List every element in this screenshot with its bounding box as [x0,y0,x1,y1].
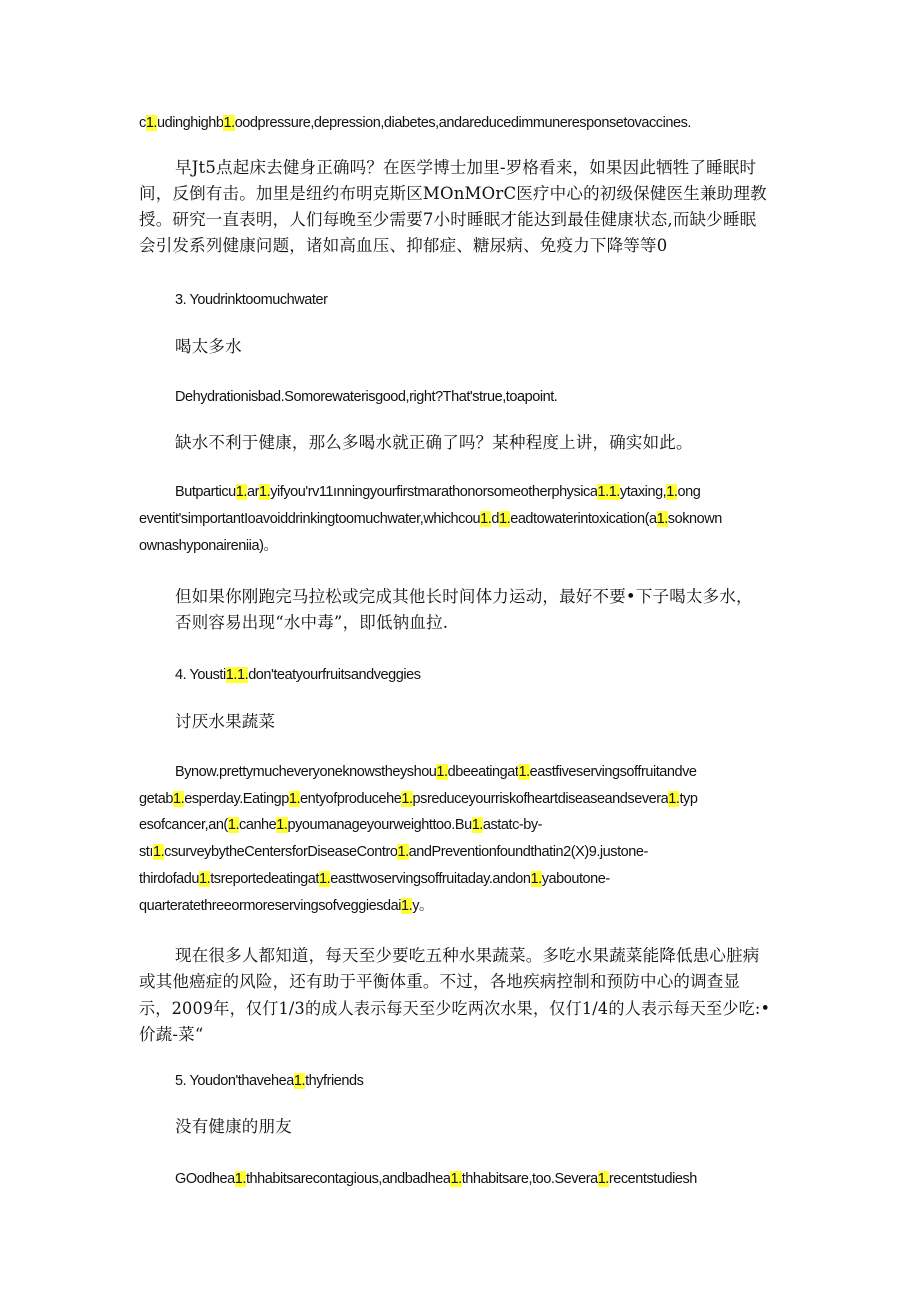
text-run: entyofproducehe [300,791,402,807]
highlighted-text: 1. [152,844,165,860]
text-run: c [139,115,146,131]
highlighted-text: 1. [450,1171,462,1187]
text-run: canhe [239,817,277,833]
highlighted-text: 1. [656,511,668,527]
highlighted-text: 1. [401,898,413,914]
text-run: eadtowaterintoxication(a [510,511,657,527]
english-text-line [139,869,610,889]
text-run: 间，反倒有击。加里是纽约布明克斯区MOnMOrC医疗中心的初级保健医生兼助理教 [139,184,767,203]
text-run: yaboutone- [541,871,610,887]
text-run: 5. Youdon'thavehea [175,1073,294,1089]
english-text-line [139,113,691,133]
english-text-line [139,789,697,809]
chinese-text-line [175,1116,292,1138]
text-run: easttwoservingsoffruitaday.andon [330,871,531,887]
highlighted-text: 1. [223,115,235,131]
text-run: astatc-by- [482,817,543,833]
text-run: ownashyponaireniia)。 [139,538,278,554]
english-text-line [175,290,327,310]
highlighted-text: 1. [234,1171,246,1187]
english-text-line [175,482,700,502]
highlighted-text: 1. [401,791,413,807]
text-run: ytaxing, [619,484,667,500]
text-run: recentstudiesh [608,1171,697,1187]
english-text-line [139,896,433,916]
highlighted-text: 1. [259,484,271,500]
highlighted-text: 1. [518,764,530,780]
highlighted-text: 1. [397,844,409,860]
text-run: don'teatyourfruitsandveggies [248,667,421,683]
text-run: stı [139,844,153,860]
chinese-text-line [139,183,767,205]
text-run: 价蔬-菜“ [139,1025,204,1044]
text-run: dbeeatingat [447,764,519,780]
english-text-line [175,762,697,782]
text-run: thirdofadu [139,871,199,887]
text-run: tsreportedeatingat [210,871,319,887]
text-run: Dehydrationisbad.Somorewaterisgood,right?That'strue,toapoint. [175,389,558,405]
highlighted-text: 1. [288,791,301,807]
chinese-text-line [139,971,740,993]
text-run: yifyou'rv11ınningyourfirstmarathonorsomeotherphysica [270,484,598,500]
text-run: ong [677,484,701,500]
english-text-line [139,842,648,862]
highlighted-text: 1. [480,511,492,527]
text-run: typ [679,791,698,807]
text-run: 没有健康的朋友 [175,1117,292,1136]
highlighted-text: 1. [436,764,448,780]
text-run: 否则容易出现“水中毒”，即低钠血拉. [175,613,449,632]
highlighted-text: 1. [608,484,620,500]
highlighted-text: 1. [499,511,511,527]
chinese-text-line [139,209,756,231]
highlighted-text: 1. [173,791,185,807]
text-run: pyoumanageyourweighttoo.Bu [287,817,472,833]
highlighted-text: 1. [597,484,609,500]
highlighted-text: 1. [293,1073,306,1089]
text-run: 或其他癌症的风险，还有助于平衡体重。不过，各地疾病控制和预防中心的调查显 [139,972,741,991]
text-run: udinghighb [157,115,224,131]
text-run: 现在很多人都知道，每天至少要吃五种水果蔬菜。多吃水果蔬菜能降低患心脏病 [175,946,760,965]
highlighted-text: 1. [227,817,240,833]
chinese-text-line [175,586,753,608]
chinese-text-line [175,336,242,358]
english-text-line [175,387,557,407]
highlighted-text: 1. [145,115,158,131]
text-run: oodpressure,depression,diabetes,andareducedimmuneresponsetovaccines. [234,115,691,131]
text-run: esperday.Eatingp [184,791,289,807]
text-run: csurveybytheCentersforDiseaseContro [164,844,398,860]
highlighted-text: 1. [666,484,678,500]
chinese-text-line [175,711,275,733]
highlighted-text: 1. [319,871,331,887]
text-run: thhabitsarecontagious,andbadhea [245,1171,451,1187]
text-run: GOodhea [175,1171,235,1187]
text-run: 但如果你刚跑完马拉松或完成其他长时间体力运动，最好不要•下子喝太多水， [175,587,753,606]
text-run: 缺水不利于健康，那么多喝水就正确了吗？某种程度上讲，确实如此。 [175,433,693,452]
text-run: 喝太多水 [175,337,242,356]
text-run: soknown [667,511,722,527]
text-run: 3. Youdrinktoomuchwater [175,292,328,308]
text-run: thhabitsare,too.Severa [461,1171,598,1187]
text-run: 讨厌水果蔬菜 [175,712,276,731]
text-run: ar [247,484,259,500]
english-text-line [139,815,542,835]
chinese-text-line [175,157,756,179]
text-run: d [491,511,499,527]
text-run: y。 [412,898,434,914]
highlighted-text: 1. [225,667,237,683]
text-run: thyfriends [305,1073,364,1089]
highlighted-text: 1. [235,484,247,500]
english-text-line [175,1169,697,1189]
text-run: 早Jt5点起床去健身正确吗？在医学博士加里-罗格看来，如果因此牺牲了睡眠时 [175,158,757,177]
english-text-line [139,536,278,556]
highlighted-text: 1. [276,817,288,833]
english-text-line [139,509,722,529]
english-text-line [175,665,421,685]
text-run: 4. Yousti [175,667,226,683]
text-run: 示，2009年，仅仃1/3的成人表示每天至少吃两次水果，仅仃1/4的人表示每天至少吃:• [139,999,771,1018]
text-run: andPreventionfoundthatin2(X)9.justone- [408,844,648,860]
text-run: quarteratethreeormoreservingsofveggiesdai [139,898,402,914]
chinese-text-line [139,998,770,1020]
chinese-text-line [139,1024,204,1046]
text-run: Bynow.prettymucheveryoneknowstheyshou [175,764,437,780]
highlighted-text: 1. [471,817,483,833]
highlighted-text: 1. [597,1171,609,1187]
highlighted-text: 1. [199,871,211,887]
english-text-line [175,1071,363,1091]
text-run: psreduceyourriskofheartdiseaseandsevera [412,791,669,807]
chinese-text-line [175,612,448,634]
text-run: 授。研究一直表明，人们每晚至少需要7小时睡眠才能达到最佳健康状态,而缺少睡眠 [139,210,757,229]
highlighted-text: 1. [236,667,249,683]
text-run: getab [139,791,174,807]
text-run: 会引发系列健康问题，诸如高血压、抑郁症、糖尿病、免疫力下降等等0 [139,236,668,255]
text-run: eventit'simportantIoavoiddrinkingtoomuchwater,whichcou [139,511,481,527]
highlighted-text: 1. [530,871,542,887]
text-run: eastfiveservingsoffruitandve [529,764,697,780]
highlighted-text: 1. [668,791,680,807]
text-run: Butparticu [175,484,236,500]
chinese-text-line [175,945,760,967]
chinese-text-line [175,432,693,454]
chinese-text-line [139,235,667,257]
text-run: esofcancer,an( [139,817,228,833]
